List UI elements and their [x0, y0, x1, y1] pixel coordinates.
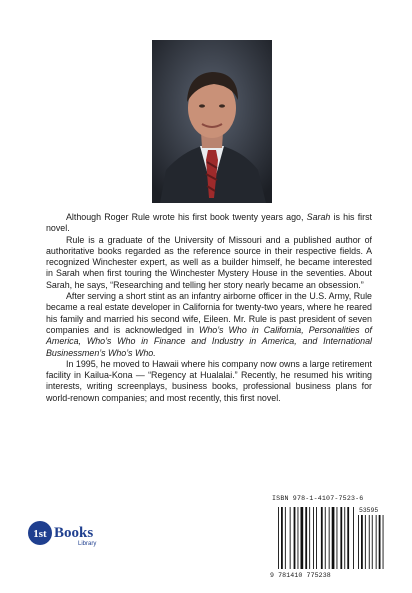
- author-bio: [46, 212, 372, 404]
- publisher-logo: [26, 519, 118, 547]
- bio-paragraph-3: [46, 291, 372, 359]
- bio-text: is his first novel.: [46, 212, 372, 234]
- directory-titles: Who’s Who in California, Personalities of America, Who’s Who in Finance and Industry in America, and International Businessmen’s Who’s Who.: [46, 324, 372, 358]
- publisher-logo-mark: [26, 519, 118, 547]
- book-title: Sarah: [306, 212, 331, 222]
- bio-text: Rule is a graduate of the University of Missouri and a published author of authoritative books regarded as the reference source in their respective fields. A recognized Winchester expert, as well as a builder himself, he became interested in Sarah when first touring the Winchester Mystery House in the seventies. About Sarah, he says, “Researching and telling her story nearly became an obsession.”: [46, 234, 372, 290]
- author-portrait-image: [152, 40, 272, 203]
- bio-paragraph-4: [46, 359, 372, 404]
- svg-text:Library: Library: [78, 541, 97, 547]
- svg-text:1st: 1st: [33, 528, 47, 540]
- bio-text: Although Roger Rule wrote his first book twenty years ago,: [66, 212, 307, 222]
- author-photo: [152, 40, 272, 203]
- bio-text: After serving a short stint as an infantry airborne officer in the U.S. Army, Rule became a real estate developer in California for twenty-two years, where he reared his family and married his second wife, Eileen. Mr. Rule is past president of seven companies and is acknowledged in: [46, 291, 372, 335]
- bio-paragraph-2: [46, 235, 372, 291]
- svg-text:Books: Books: [54, 525, 94, 541]
- barcode-digits: 9 781410 775238: [270, 572, 331, 579]
- bio-text: In 1995, he moved to Hawaii where his company now owns a large retirement facility in Kailua-Kona — “Regency at Hualalai.” Recently, he resumed his writing interests, writing screenplays, business books, professional business plans for world-renown companies; and most recently, this first novel.: [46, 358, 372, 403]
- bio-paragraph-1: [46, 212, 372, 235]
- isbn-label: ISBN 978-1-4107-7523-6: [272, 495, 364, 502]
- price-code: 53595: [359, 507, 379, 514]
